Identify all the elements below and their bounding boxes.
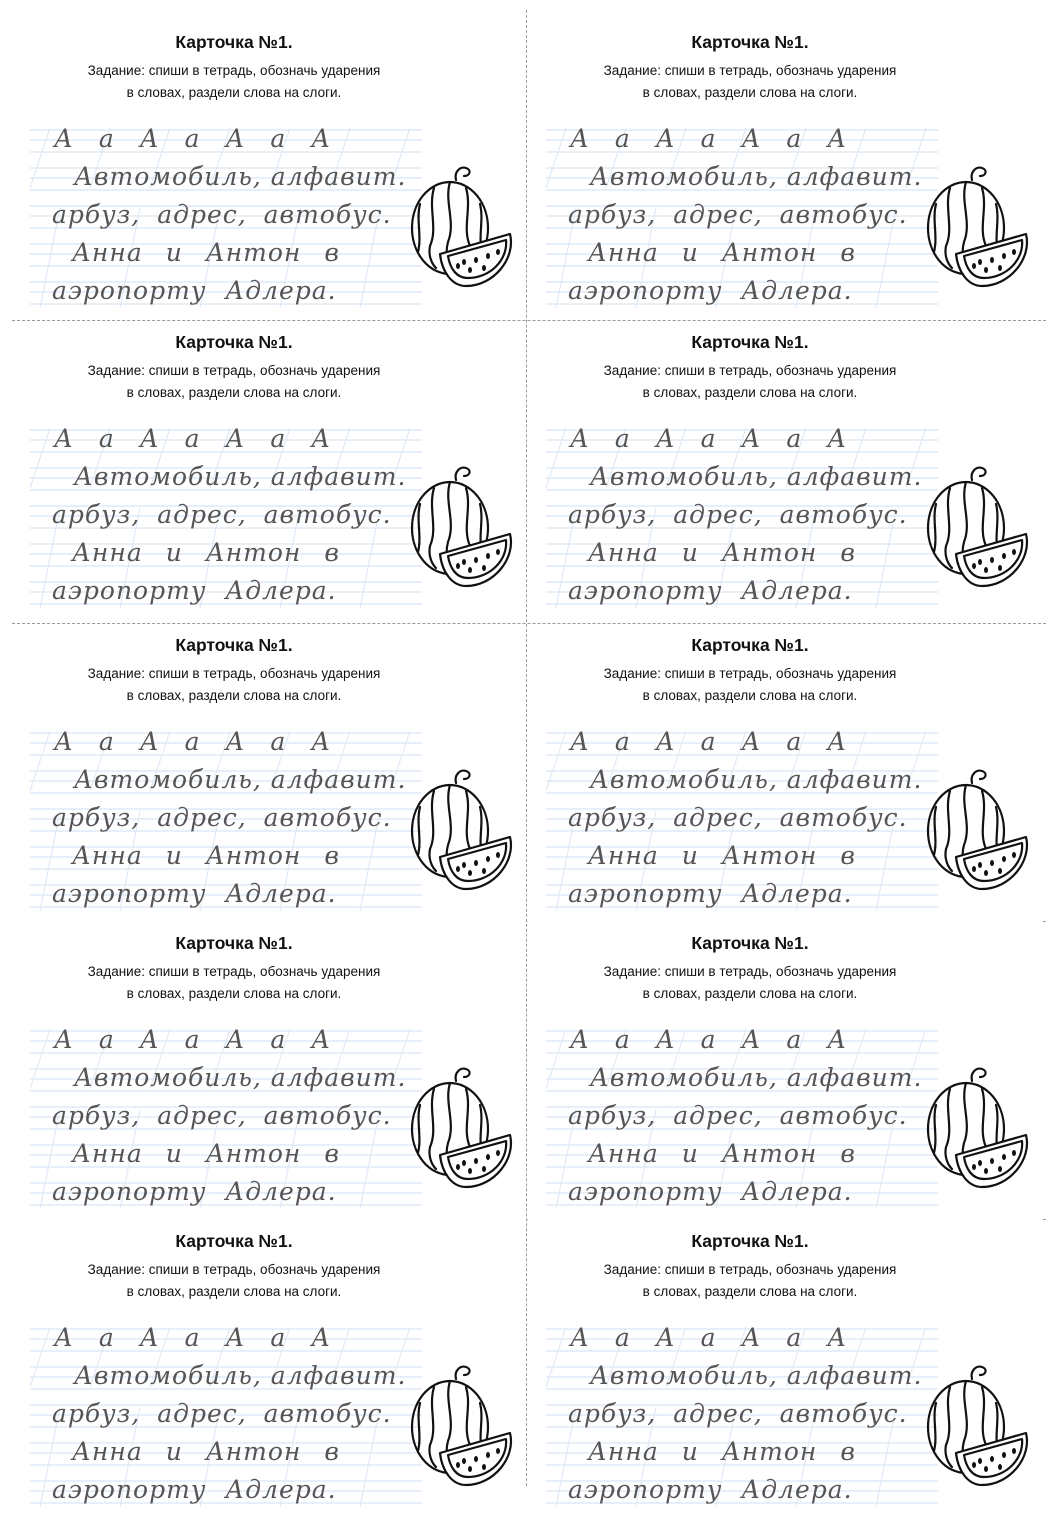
cursive-line: А а А а А а А <box>570 1323 848 1352</box>
cut-line-horizontal <box>12 320 1046 321</box>
task-line-2: в словах, раздели слова на слоги. <box>642 688 858 703</box>
cursive-line: арбуз, адрес, автобус. <box>568 1399 908 1428</box>
cursive-line: аэропорту Адлера. <box>568 576 853 605</box>
cursive-line: Автомобиль, алфавит. <box>74 1063 407 1092</box>
cursive-line: Автомобиль, алфавит. <box>590 765 923 794</box>
cursive-line: Автомобиль, алфавит. <box>74 162 407 191</box>
cursive-line: Анна и Антон в <box>588 1139 856 1168</box>
cursive-line: А а А а А а А <box>54 424 332 453</box>
cursive-line: Анна и Антон в <box>588 238 856 267</box>
cursive-line: аэропорту Адлера. <box>52 1177 337 1206</box>
cursive-text <box>34 723 424 913</box>
task-card <box>528 324 1042 620</box>
cursive-line: Анна и Антон в <box>588 841 856 870</box>
cursive-line: арбуз, адрес, автобус. <box>52 803 392 832</box>
cursive-line: аэропорту Адлера. <box>568 1475 853 1504</box>
cursive-text <box>550 723 940 913</box>
cursive-line: аэропорту Адлера. <box>52 276 337 305</box>
cursive-text <box>34 120 424 310</box>
card-title: Карточка №1. <box>691 32 809 52</box>
cursive-line: А а А а А а А <box>570 424 848 453</box>
cut-line-horizontal <box>12 623 1046 624</box>
cursive-line: аэропорту Адлера. <box>568 276 853 305</box>
cursive-line: Автомобиль, алфавит. <box>74 765 407 794</box>
cursive-line: А а А а А а А <box>570 1025 848 1054</box>
watermelon-icon <box>914 1063 1034 1189</box>
cursive-text <box>550 120 940 310</box>
cursive-line: Автомобиль, алфавит. <box>74 1361 407 1390</box>
cursive-line: арбуз, адрес, автобус. <box>568 1101 908 1130</box>
task-line-2: в словах, раздели слова на слоги. <box>126 1284 342 1299</box>
card-task <box>528 1259 972 1303</box>
cursive-line: арбуз, адрес, автобус. <box>52 200 392 229</box>
task-line-2: в словах, раздели слова на слоги. <box>126 85 342 100</box>
cursive-line: А а А а А а А <box>54 1323 332 1352</box>
task-card <box>12 627 526 923</box>
card-title: Карточка №1. <box>691 332 809 352</box>
task-line-2: в словах, раздели слова на слоги. <box>126 986 342 1001</box>
card-title: Карточка №1. <box>691 933 809 953</box>
cursive-line: Автомобиль, алфавит. <box>590 1361 923 1390</box>
cursive-text <box>550 1021 940 1211</box>
cursive-text <box>34 420 424 610</box>
task-card <box>528 24 1042 320</box>
card-task <box>12 961 456 1005</box>
cursive-line: Анна и Антон в <box>72 841 340 870</box>
cut-line-vertical <box>526 10 527 1486</box>
cursive-line: А а А а А а А <box>54 124 332 153</box>
cursive-line: Анна и Антон в <box>588 1437 856 1466</box>
task-card <box>528 627 1042 923</box>
card-task <box>12 360 456 404</box>
card-task <box>528 961 972 1005</box>
task-card <box>12 925 526 1221</box>
cursive-line: Автомобиль, алфавит. <box>590 462 923 491</box>
card-title: Карточка №1. <box>175 933 293 953</box>
task-line-2: в словах, раздели слова на слоги. <box>642 85 858 100</box>
cursive-line: Анна и Антон в <box>588 538 856 567</box>
cursive-line: Анна и Антон в <box>72 1139 340 1168</box>
card-title: Карточка №1. <box>175 1231 293 1251</box>
watermelon-icon <box>914 162 1034 288</box>
cursive-text <box>34 1319 424 1509</box>
cursive-line: арбуз, адрес, автобус. <box>52 1101 392 1130</box>
task-card <box>528 1223 1042 1519</box>
task-line-2: в словах, раздели слова на слоги. <box>126 385 342 400</box>
task-line-1: Задание: спиши в тетрадь, обозначь ударения <box>603 63 897 78</box>
cursive-text <box>34 1021 424 1211</box>
cursive-line: А а А а А а А <box>570 727 848 756</box>
cursive-line: арбуз, адрес, автобус. <box>568 500 908 529</box>
task-line-2: в словах, раздели слова на слоги. <box>642 385 858 400</box>
task-card <box>12 24 526 320</box>
task-line-1: Задание: спиши в тетрадь, обозначь ударения <box>87 363 381 378</box>
watermelon-icon <box>398 462 518 588</box>
cursive-line: А а А а А а А <box>570 124 848 153</box>
cursive-line: Автомобиль, алфавит. <box>74 462 407 491</box>
task-line-2: в словах, раздели слова на слоги. <box>642 986 858 1001</box>
card-task <box>528 60 972 104</box>
card-title: Карточка №1. <box>175 32 293 52</box>
task-line-2: в словах, раздели слова на слоги. <box>642 1284 858 1299</box>
cursive-line: Анна и Антон в <box>72 1437 340 1466</box>
cursive-line: арбуз, адрес, автобус. <box>568 803 908 832</box>
task-line-2: в словах, раздели слова на слоги. <box>126 688 342 703</box>
cursive-line: аэропорту Адлера. <box>568 879 853 908</box>
task-line-1: Задание: спиши в тетрадь, обозначь ударения <box>603 666 897 681</box>
cursive-line: арбуз, адрес, автобус. <box>52 1399 392 1428</box>
task-line-1: Задание: спиши в тетрадь, обозначь ударения <box>87 964 381 979</box>
cursive-line: Анна и Антон в <box>72 238 340 267</box>
card-task <box>12 1259 456 1303</box>
card-task <box>12 60 456 104</box>
task-card <box>12 1223 526 1519</box>
card-title: Карточка №1. <box>691 635 809 655</box>
card-title: Карточка №1. <box>175 332 293 352</box>
cursive-line: А а А а А а А <box>54 727 332 756</box>
cursive-line: аэропорту Адлера. <box>52 576 337 605</box>
task-line-1: Задание: спиши в тетрадь, обозначь ударения <box>87 63 381 78</box>
card-task <box>528 360 972 404</box>
watermelon-icon <box>398 1063 518 1189</box>
cursive-line: аэропорту Адлера. <box>52 1475 337 1504</box>
cursive-text <box>550 420 940 610</box>
card-task <box>12 663 456 707</box>
cursive-line: аэропорту Адлера. <box>568 1177 853 1206</box>
card-title: Карточка №1. <box>691 1231 809 1251</box>
card-title: Карточка №1. <box>175 635 293 655</box>
watermelon-icon <box>914 462 1034 588</box>
cursive-line: Автомобиль, алфавит. <box>590 1063 923 1092</box>
task-card <box>12 324 526 620</box>
task-line-1: Задание: спиши в тетрадь, обозначь ударения <box>87 1262 381 1277</box>
watermelon-icon <box>398 162 518 288</box>
card-task <box>528 663 972 707</box>
task-line-1: Задание: спиши в тетрадь, обозначь ударения <box>87 666 381 681</box>
cursive-line: А а А а А а А <box>54 1025 332 1054</box>
watermelon-icon <box>398 1361 518 1487</box>
cursive-line: арбуз, адрес, автобус. <box>568 200 908 229</box>
task-line-1: Задание: спиши в тетрадь, обозначь ударения <box>603 363 897 378</box>
watermelon-icon <box>914 1361 1034 1487</box>
task-card <box>528 925 1042 1221</box>
cursive-line: Анна и Антон в <box>72 538 340 567</box>
watermelon-icon <box>398 765 518 891</box>
cursive-line: аэропорту Адлера. <box>52 879 337 908</box>
cursive-line: Автомобиль, алфавит. <box>590 162 923 191</box>
watermelon-icon <box>914 765 1034 891</box>
task-line-1: Задание: спиши в тетрадь, обозначь ударения <box>603 964 897 979</box>
task-line-1: Задание: спиши в тетрадь, обозначь ударения <box>603 1262 897 1277</box>
cursive-line: арбуз, адрес, автобус. <box>52 500 392 529</box>
cursive-text <box>550 1319 940 1509</box>
